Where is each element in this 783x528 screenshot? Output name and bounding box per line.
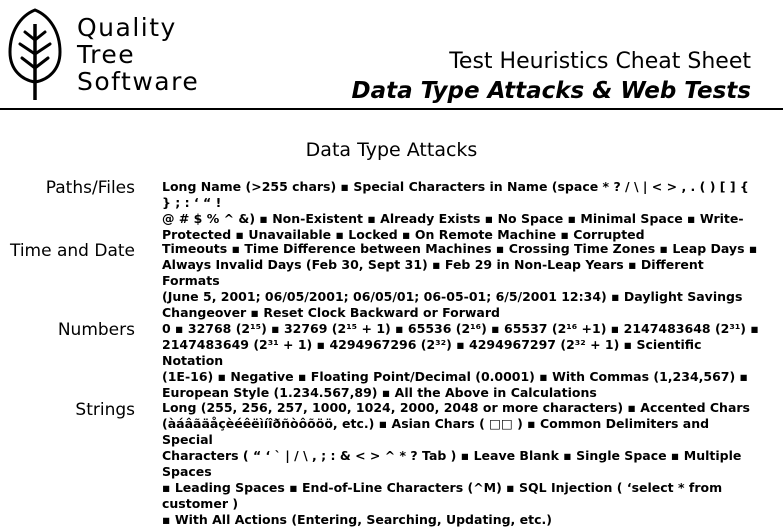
row-label-strings: Strings	[75, 400, 135, 420]
row-line: Long (255, 256, 257, 1000, 1024, 2000, 2048 or more characters) ▪ Accented Chars	[162, 400, 751, 415]
row-line: @ # $ % ^ &) ▪ Non-Existent ▪ Already Exists ▪ No Space ▪ Minimal Space ▪ Write-	[162, 211, 744, 226]
row-line: 2147483649 (2³¹ + 1) ▪ 4294967296 (2³²) ▪ 4294967297 (2³² + 1) ▪ Scientific Notation	[162, 337, 702, 368]
row-line: Always Invalid Days (Feb 30, Sept 31) ▪ Feb 29 in Non-Leap Years ▪ Different Formats	[162, 257, 704, 288]
row-line: Protected ▪ Unavailable ▪ Locked ▪ On Remote Machine ▪ Corrupted	[162, 227, 645, 242]
row-line: 0 ▪ 32768 (2¹⁵) ▪ 32769 (2¹⁵ + 1) ▪ 65536 (2¹⁶) ▪ 65537 (2¹⁶ +1) ▪ 2147483648 (2³¹) ▪	[162, 321, 759, 336]
header-divider	[0, 108, 783, 110]
row-line: (1E-16) ▪ Negative ▪ Floating Point/Decimal (0.0001) ▪ With Commas (1,234,567) ▪	[162, 369, 749, 384]
row-label-numbers: Numbers	[57, 320, 135, 340]
row-line: (June 5, 2001; 06/05/2001; 06/05/01; 06-05-01; 6/5/2001 12:34) ▪ Daylight Savings	[162, 289, 743, 304]
row-line: (àáâãäåçèéêëìíîðñòôõöö, etc.) ▪ Asian Chars ( □□ ) ▪ Common Delimiters and Special	[162, 416, 710, 447]
row-line: Changeover ▪ Reset Clock Backward or Forward	[162, 305, 500, 320]
row-line: Characters ( “ ‘ ` | / \ , ; : & < > ^ * ? Tab ) ▪ Leave Blank ▪ Single Space ▪ Multiple Spaces	[162, 448, 742, 479]
row-label-paths-files: Paths/Files	[45, 178, 135, 198]
sheet-subtitle: Data Type Attacks & Web Tests	[351, 78, 751, 104]
section-title: Data Type Attacks	[305, 139, 478, 161]
sheet-title: Test Heuristics Cheat Sheet	[449, 49, 751, 74]
company-line-2: Tree	[77, 40, 136, 69]
company-name	[77, 14, 199, 95]
row-label-time-date: Time and Date	[9, 241, 135, 261]
row-body-numbers	[162, 321, 762, 401]
tree-logo-icon	[6, 6, 64, 102]
row-line: ▪ Leading Spaces ▪ End-of-Line Characters (^M) ▪ SQL Injection ( ‘select * from customer )	[162, 480, 723, 511]
row-body-paths-files	[162, 179, 762, 243]
row-body-time-date	[162, 241, 762, 321]
row-line: ▪ With All Actions (Entering, Searching, Updating, etc.)	[162, 512, 552, 527]
company-line-1: Quality	[77, 13, 177, 42]
row-body-strings	[162, 400, 762, 528]
row-line: Timeouts ▪ Time Difference between Machines ▪ Crossing Time Zones ▪ Leap Days ▪	[162, 241, 758, 256]
company-line-3: Software	[77, 67, 200, 96]
row-line: European Style (1.234.567,89) ▪ All the Above in Calculations	[162, 385, 597, 400]
row-line: Long Name (>255 chars) ▪ Special Characters in Name (space * ? / \ | < > , . ( ) [ ] { } ; : ‘ “ !	[162, 179, 749, 210]
